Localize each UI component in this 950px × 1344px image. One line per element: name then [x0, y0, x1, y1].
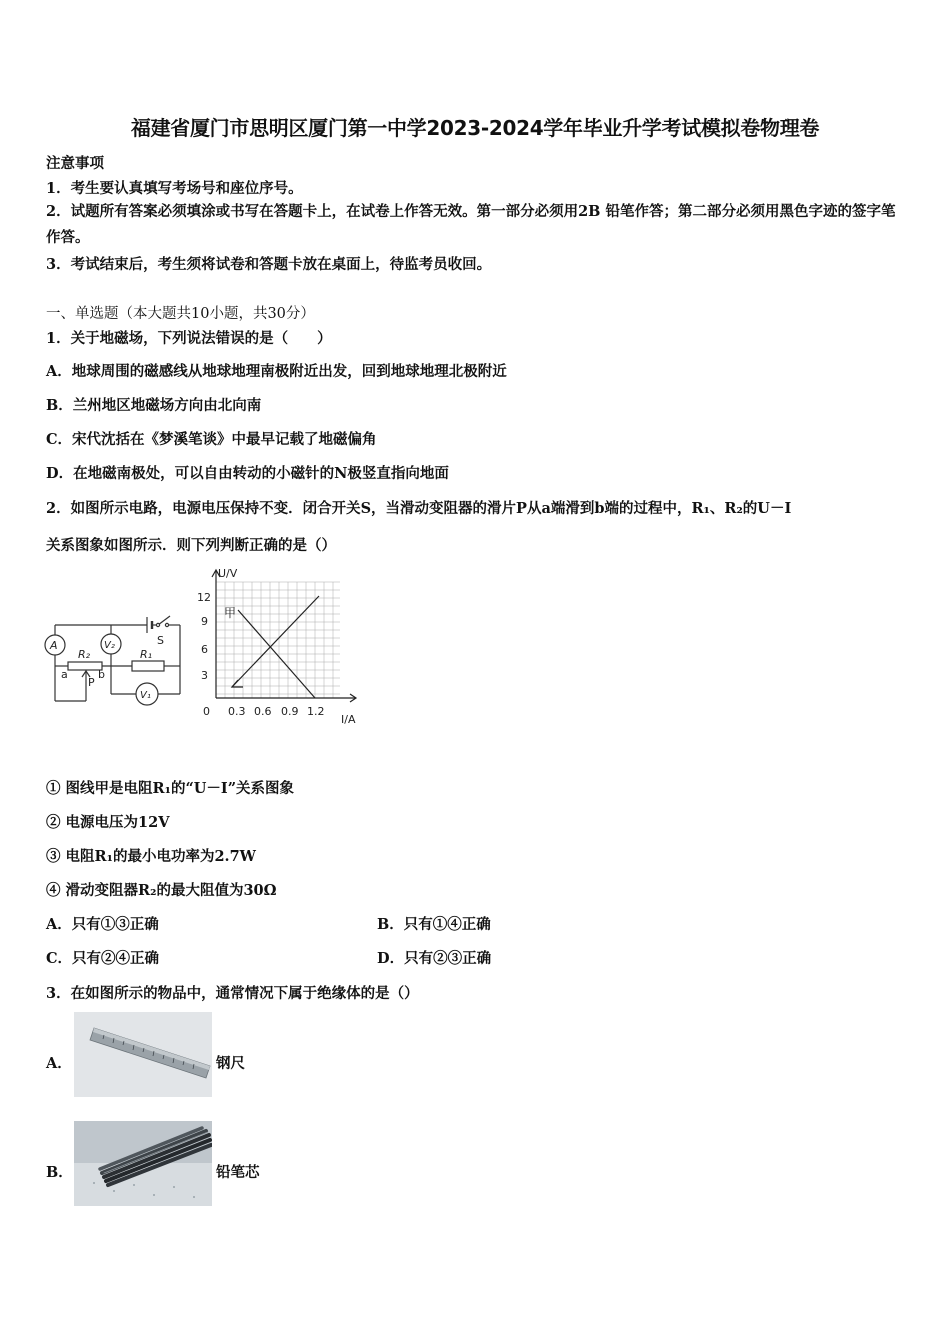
switch-label: S	[157, 634, 164, 647]
notice-item-2: 2．试题所有答案必须填涂或书写在答题卡上，在试卷上作答无效。第一部分必须用2B 铅笔作答；第二部分必须用黑色字迹的签字笔作答。	[46, 203, 896, 246]
q2-stem-line1: 2．如图所示电路，电源电压保持不变．闭合开关S，当滑动变阻器的滑片P从a端滑到b端的过程中，R₁、R₂的U－I	[46, 500, 792, 517]
pencil-lead-image	[74, 1121, 212, 1206]
q1-option-b: B．兰州地区地磁场方向由北向南	[46, 397, 262, 414]
q1-option-a: A．地球周围的磁感线从地球地理南极附近出发，回到地球地理北极附近	[46, 363, 507, 380]
q3-option-a-letter: A．	[46, 1055, 72, 1072]
notice-item-3: 3．考试结束后，考生须将试卷和答题卡放在桌面上，待监考员收回。	[46, 256, 492, 273]
y-tick-6: 6	[201, 643, 208, 656]
q2-option-d: D．只有②③正确	[377, 950, 492, 967]
q1-option-c: C．宋代沈括在《梦溪笔谈》中最早记载了地磁偏角	[46, 431, 377, 448]
ui-graph	[195, 563, 370, 728]
circuit-diagram	[40, 600, 190, 715]
y-tick-12: 12	[197, 591, 211, 604]
q2-option-a: A．只有①③正确	[46, 916, 159, 933]
q2-option-b: B．只有①④正确	[377, 916, 491, 933]
x-tick-0.3: 0.3	[228, 705, 246, 718]
q2-statement-3: ③ 电阻R₁的最小电功率为2.7W	[46, 848, 256, 865]
section-heading: 一、单选题（本大题共10小题，共30分）	[46, 306, 315, 322]
q2-option-c: C．只有②④正确	[46, 950, 160, 967]
ammeter-label: A	[50, 639, 58, 652]
y-tick-3: 3	[201, 669, 208, 682]
y-axis-label: U/V	[218, 567, 238, 580]
steel-ruler-image	[74, 1012, 212, 1097]
v1-label: V₁	[140, 690, 151, 701]
x-axis-label: I/A	[341, 713, 356, 726]
x-tick-1.2: 1.2	[307, 705, 325, 718]
b-end-label: b	[98, 668, 105, 681]
r2-label: R₂	[78, 648, 91, 661]
x-tick-0.6: 0.6	[254, 705, 272, 718]
a-end-label: a	[61, 668, 68, 681]
curve-label-jia: 甲	[224, 606, 237, 620]
notice-item-1: 1．考生要认真填写考场号和座位序号。	[46, 180, 303, 197]
slider-p-label: P	[88, 676, 95, 689]
q3-option-b-label: 铅笔芯	[216, 1164, 260, 1181]
q3-option-b-letter: B．	[46, 1164, 73, 1181]
r1-label: R₁	[140, 648, 153, 661]
q3-option-a-label: 钢尺	[216, 1055, 245, 1072]
q2-statement-4: ④ 滑动变阻器R₂的最大阻值为30Ω	[46, 882, 277, 899]
x-tick-0.9: 0.9	[281, 705, 299, 718]
q2-statement-2: ② 电源电压为12V	[46, 814, 170, 831]
q3-stem: 3．在如图所示的物品中，通常情况下属于绝缘体的是（）	[46, 985, 419, 1002]
q2-stem-line2: 关系图象如图所示．则下列判断正确的是（）	[46, 537, 336, 554]
q2-statement-1: ① 图线甲是电阻R₁的“U－I”关系图象	[46, 780, 295, 797]
page-title: 福建省厦门市思明区厦门第一中学2023-2024学年毕业升学考试模拟卷物理卷	[130, 116, 820, 140]
q1-option-d: D．在地磁南极处，可以自由转动的小磁针的N极竖直指向地面	[46, 465, 449, 482]
x-tick-0: 0	[203, 705, 210, 718]
y-tick-9: 9	[201, 615, 208, 628]
graph-grid	[216, 582, 340, 698]
v2-label: V₂	[104, 640, 115, 651]
q1-stem: 1．关于地磁场，下列说法错误的是（ ）	[46, 330, 332, 347]
notice-heading: 注意事项	[46, 155, 104, 172]
